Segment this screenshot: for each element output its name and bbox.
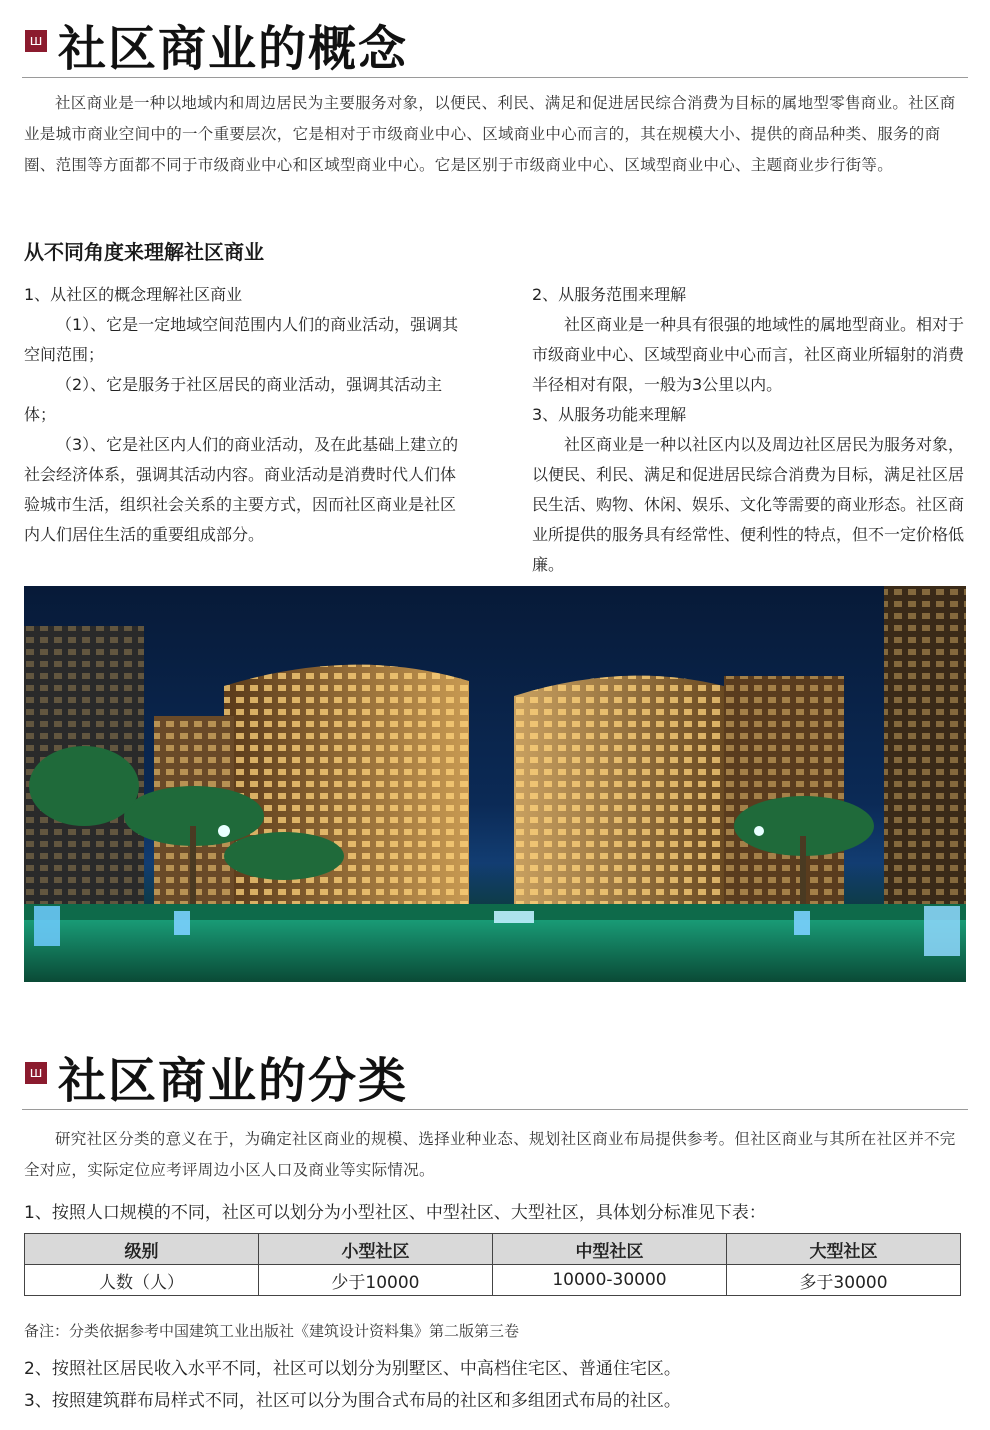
table-header-row <box>25 1234 961 1265</box>
table-row <box>25 1265 961 1296</box>
left-column-heading: 1、从社区的概念理解社区商业 <box>24 285 243 304</box>
right-column <box>532 280 968 580</box>
classification-point-2: 2、按照社区居民收入水平不同，社区可以划分为别墅区、中高档住宅区、普通住宅区。 <box>24 1359 681 1379</box>
list-item: （1）、它是一定地域空间范围内人们的商业活动，强调其空间范围； <box>24 315 459 364</box>
section-badge-icon: ш <box>25 30 47 52</box>
classification-point-3: 3、按照建筑群布局样式不同，社区可以分为围合式布局的社区和多组团式布局的社区。 <box>24 1391 681 1411</box>
section-header-concept <box>22 8 968 78</box>
table-cell: 少于10000 <box>258 1265 492 1296</box>
perspectives-subheading: 从不同角度来理解社区商业 <box>24 240 264 264</box>
service-range-heading: 2、从服务范围来理解 <box>532 285 687 304</box>
service-function-paragraph: 社区商业是一种以社区内以及周边社区居民为服务对象，以便民、利民、满足和促进居民综合消费为目标，满足社区居民生活、购物、休闲、娱乐、文化等需要的商业形态。社区商业所提供的服务具有经常性、便利性的特点，但不一定价格低廉。 <box>532 435 965 574</box>
section-header-classification <box>22 1040 968 1110</box>
table-header-cell: 小型社区 <box>258 1234 492 1265</box>
service-function-heading: 3、从服务功能来理解 <box>532 405 687 424</box>
table-header-cell: 大型社区 <box>726 1234 960 1265</box>
section-title: 社区商业的概念 <box>58 21 409 77</box>
classification-intro-paragraph: 研究社区分类的意义在于，为确定社区商业的规模、选择业种业态、规划社区商业布局提供参考。但社区商业与其所在社区并不完全对应，实际定位应考评周边小区人口及商业等实际情况。 <box>24 1130 956 1179</box>
population-scale-table <box>24 1233 961 1296</box>
list-item: （2）、它是服务于社区居民的商业活动，强调其活动主体； <box>24 375 443 424</box>
left-column <box>24 280 464 550</box>
section-title: 社区商业的分类 <box>58 1053 409 1109</box>
list-item: （3）、它是社区内人们的商业活动，及在此基础上建立的社会经济体系，强调其活动内容。商业活动是消费时代人们体验城市生活，组织社会关系的主要方式，因而社区商业是社区内人们居住生活的重要组成部分。 <box>24 435 459 544</box>
section-divider <box>22 77 968 78</box>
table-footnote: 备注：分类依据参考中国建筑工业出版社《建筑设计资料集》第二版第三卷 <box>24 1322 520 1340</box>
residential-night-photo <box>24 586 966 982</box>
table-header-cell: 中型社区 <box>492 1234 726 1265</box>
concept-intro-paragraph: 社区商业是一种以地域内和周边居民为主要服务对象，以便民、利民、满足和促进居民综合消费为目标的属地型零售商业。社区商业是城市商业空间中的一个重要层次，它是相对于市级商业中心、区域商业中心而言的，其在规模大小、提供的商品种类、服务的商圈、范围等方面都不同于市级商业中心和区域型商业中心。它是区别于市级商业中心、区域型商业中心、主题商业步行街等。 <box>24 94 956 174</box>
classification-point-1: 1、按照人口规模的不同，社区可以划分为小型社区、中型社区、大型社区，具体划分标准见下表： <box>24 1203 766 1223</box>
service-range-paragraph: 社区商业是一种具有很强的地域性的属地型商业。相对于市级商业中心、区域型商业中心而言，社区商业所辐射的消费半径相对有限，一般为3公里以内。 <box>532 315 965 394</box>
table-cell: 10000-30000 <box>492 1265 726 1296</box>
table-cell: 多于30000 <box>726 1265 960 1296</box>
section-divider <box>22 1109 968 1110</box>
section-badge-icon: ш <box>25 1062 47 1084</box>
table-header-cell: 级别 <box>25 1234 259 1265</box>
table-cell: 人数（人） <box>25 1265 259 1296</box>
